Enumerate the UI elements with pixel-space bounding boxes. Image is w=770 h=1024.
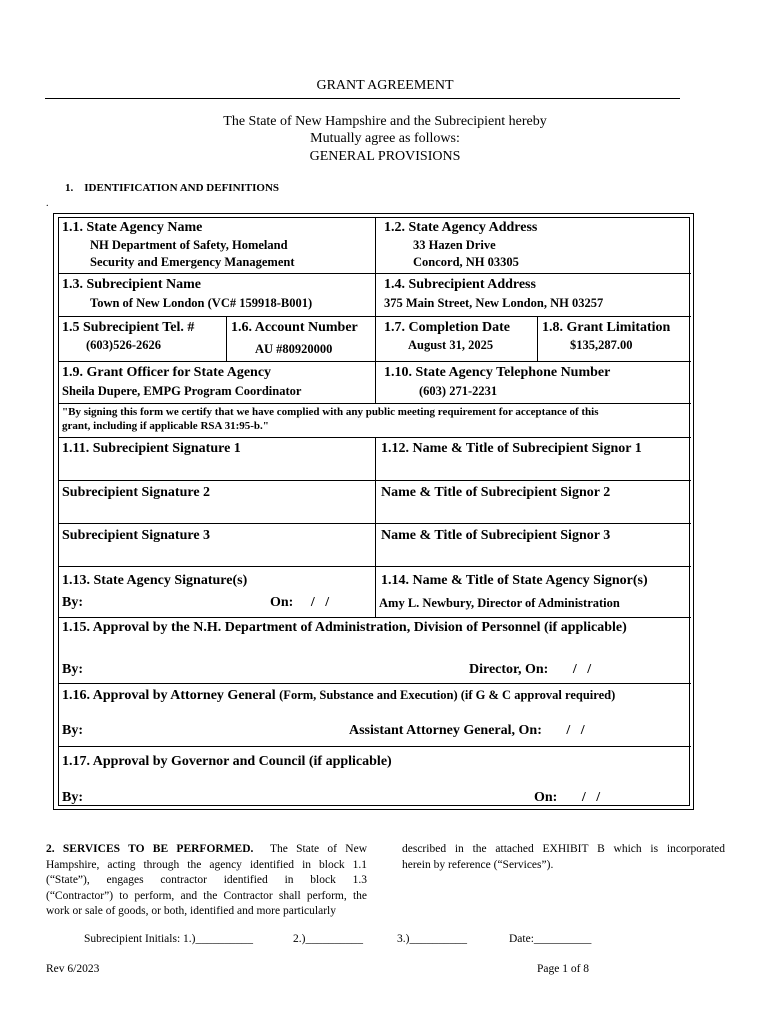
block-1-1-value-line-2: Security and Emergency Management xyxy=(90,255,295,269)
block-1-13-label: 1.13. State Agency Signature(s) xyxy=(62,573,248,588)
block-1-13-by: By: xyxy=(62,595,83,610)
block-1-2-value-line-2: Concord, NH 03305 xyxy=(413,255,519,269)
section-1-title: IDENTIFICATION AND DEFINITIONS xyxy=(84,182,280,194)
certification-line-1: "By signing this form we certify that we have complied with any public meeting requirement for acceptance of this xyxy=(62,406,599,418)
block-1-16-label-detail: (Form, Substance and Execution) (if G & C approval required) xyxy=(279,688,616,702)
revision-label: Rev 6/2023 xyxy=(46,963,100,975)
block-1-9-value: Sheila Dupere, EMPG Program Coordinator xyxy=(62,384,302,398)
block-1-15-director-date: Director, On: / / xyxy=(469,662,592,677)
subrecipient-signor-3-label: Name & Title of Subrecipient Signor 3 xyxy=(381,528,611,543)
block-1-8-value: $135,287.00 xyxy=(570,338,633,352)
certification-line-2: grant, including if applicable RSA 31:95-b." xyxy=(62,420,269,432)
block-1-4-value: 375 Main Street, New London, NH 03257 xyxy=(384,296,604,310)
block-1-6-label: 1.6. Account Number xyxy=(231,320,358,335)
block-1-16-by: By: xyxy=(62,723,83,738)
services-heading: 2. SERVICES TO BE PERFORMED. xyxy=(46,843,254,855)
block-1-10-value: (603) 271-2231 xyxy=(419,384,498,398)
initials-date-field[interactable]: Date:__________ xyxy=(509,933,592,945)
services-left-line-1: The State of New xyxy=(269,843,368,855)
block-1-10-label: 1.10. State Agency Telephone Number xyxy=(384,365,611,380)
block-1-2-value-line-1: 33 Hazen Drive xyxy=(413,238,496,252)
block-1-7-label: 1.7. Completion Date xyxy=(384,320,510,335)
services-left-line-3: (“State”), engages contractor identified in block 1.3 xyxy=(46,874,367,886)
intro-line-2: Mutually agree as follows: xyxy=(310,131,460,146)
block-1-14-label: 1.14. Name & Title of State Agency Signor(s) xyxy=(381,573,648,588)
block-1-1-label: 1.1. State Agency Name xyxy=(62,220,203,235)
block-1-5-value: (603)526-2626 xyxy=(86,338,161,352)
block-1-12-label: 1.12. Name & Title of Subrecipient Signor 1 xyxy=(381,441,642,456)
block-1-17-by: By: xyxy=(62,790,83,805)
block-1-17-on-date: On: / / xyxy=(534,790,601,805)
block-1-11-label: 1.11. Subrecipient Signature 1 xyxy=(62,441,241,456)
services-left-line-2: Hampshire, acting through the agency identified in block 1.1 xyxy=(46,858,367,871)
block-1-3-value: Town of New London (VC# 159918-B001) xyxy=(90,296,313,310)
block-1-17-label: 1.17. Approval by Governor and Council (if applicable) xyxy=(62,754,392,769)
initials-field-1[interactable]: Subrecipient Initials: 1.)__________ xyxy=(84,933,253,945)
intro-line-1: The State of New Hampshire and the Subrecipient hereby xyxy=(223,114,547,129)
subrecipient-signature-3-label: Subrecipient Signature 3 xyxy=(62,528,211,543)
services-right-line-2: herein by reference (“Services”). xyxy=(402,858,554,871)
block-1-16-label: 1.16. Approval by Attorney General xyxy=(62,688,276,703)
block-1-8-label: 1.8. Grant Limitation xyxy=(542,320,671,335)
subrecipient-signor-2-label: Name & Title of Subrecipient Signor 2 xyxy=(381,485,611,500)
block-1-7-value: August 31, 2025 xyxy=(408,338,494,352)
initials-field-3[interactable]: 3.)__________ xyxy=(397,933,467,945)
initials-field-2[interactable]: 2.)__________ xyxy=(293,933,363,945)
services-left-line-5: work or sale of goods, or both, identified and more particularly xyxy=(46,905,336,917)
block-1-16-aag-date: Assistant Attorney General, On: / / xyxy=(349,723,585,738)
block-1-15-label: 1.15. Approval by the N.H. Department of Administration, Division of Personnel (if applicable) xyxy=(62,620,627,635)
document-title: GRANT AGREEMENT xyxy=(316,78,454,93)
block-1-6-value: AU #80920000 xyxy=(255,342,333,356)
services-left-column xyxy=(46,842,367,920)
stray-dot: . xyxy=(46,198,49,209)
services-right-column xyxy=(402,842,725,873)
section-1-heading xyxy=(65,182,279,194)
block-1-1-value-line-1: NH Department of Safety, Homeland xyxy=(90,238,288,252)
block-1-4-label: 1.4. Subrecipient Address xyxy=(384,277,536,292)
services-left-line-4: (“Contractor”) to perform, and the Contractor shall perform, the xyxy=(46,889,367,902)
page-number: Page 1 of 8 xyxy=(537,963,590,975)
block-1-3-label: 1.3. Subrecipient Name xyxy=(62,277,201,292)
block-1-16-label-line xyxy=(62,688,615,704)
subrecipient-signature-2-label: Subrecipient Signature 2 xyxy=(62,485,211,500)
block-1-5-label: 1.5 Subrecipient Tel. # xyxy=(62,320,195,335)
block-1-9-label: 1.9. Grant Officer for State Agency xyxy=(62,365,272,380)
block-1-13-on-date: On: / / xyxy=(270,595,330,610)
block-1-15-by: By: xyxy=(62,662,83,677)
general-provisions-heading: GENERAL PROVISIONS xyxy=(309,149,461,164)
title-rule xyxy=(45,98,680,99)
services-right-line-1: described in the attached EXHIBIT B which is incorporated xyxy=(402,843,725,855)
section-1-number: 1. xyxy=(65,182,74,194)
block-1-2-label: 1.2. State Agency Address xyxy=(384,220,538,235)
block-1-14-value: Amy L. Newbury, Director of Administration xyxy=(379,596,620,610)
